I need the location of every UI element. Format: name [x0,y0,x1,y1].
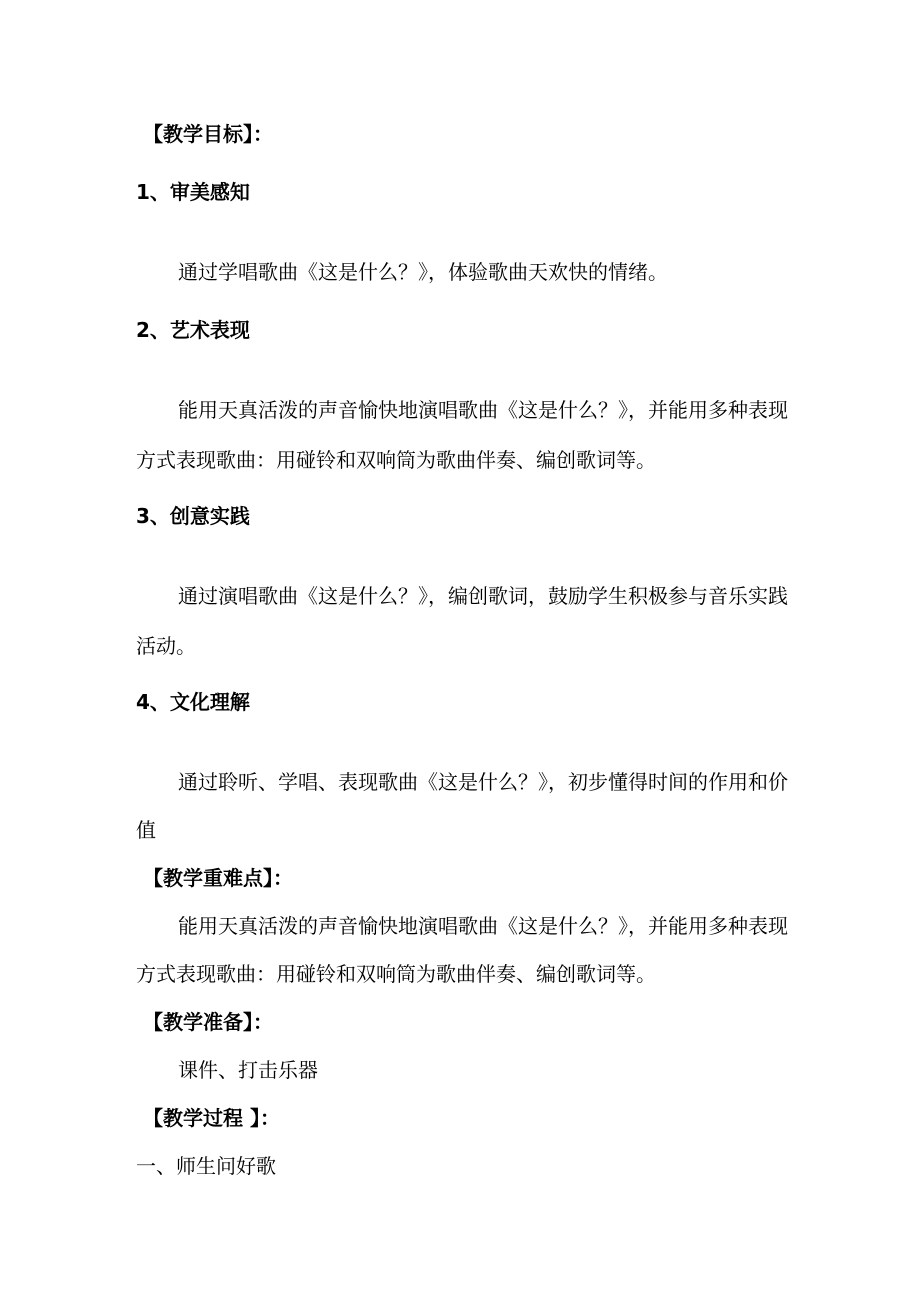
keypoints-text-line2: 方式表现歌曲：用碰铃和双响筒为歌曲伴奏、编创歌词等。 [136,962,656,986]
objective-4-title: 4、文化理解 [136,690,250,714]
objective-1-text: 通过学唱歌曲《这是什么？》，体验歌曲天欢快的情绪。 [178,260,668,284]
keypoints-heading: 【教学重难点】： [143,866,293,890]
objective-3-text-line1: 通过演唱歌曲《这是什么？》，编创歌词，鼓励学生积极参与音乐实践 [178,584,788,608]
objective-2-text-line1: 能用天真活泼的声音愉快地演唱歌曲《这是什么？》，并能用多种表现 [178,398,788,422]
objective-2-title: 2、艺术表现 [136,318,250,342]
objective-2-text-line2: 方式表现歌曲：用碰铃和双响筒为歌曲伴奏、编创歌词等。 [136,448,656,472]
objective-3-text-line2: 活动。 [136,634,196,658]
objectives-heading: 【教学目标】： [143,122,273,146]
preparation-text: 课件、打击乐器 [178,1058,318,1082]
process-step-1: 一、师生问好歌 [136,1154,276,1178]
objective-4-text-line1: 通过聆听、学唱、表现歌曲《这是什么？》，初步懂得时间的作用和价 [178,770,788,794]
objective-3-title: 3、创意实践 [136,504,250,528]
keypoints-text-line1: 能用天真活泼的声音愉快地演唱歌曲《这是什么？》，并能用多种表现 [178,914,788,938]
process-heading: 【教学过程 】： [143,1106,280,1130]
preparation-heading: 【教学准备】： [143,1010,273,1034]
objective-1-title: 1、审美感知 [136,180,250,204]
objective-4-text-line2: 值 [136,818,156,842]
